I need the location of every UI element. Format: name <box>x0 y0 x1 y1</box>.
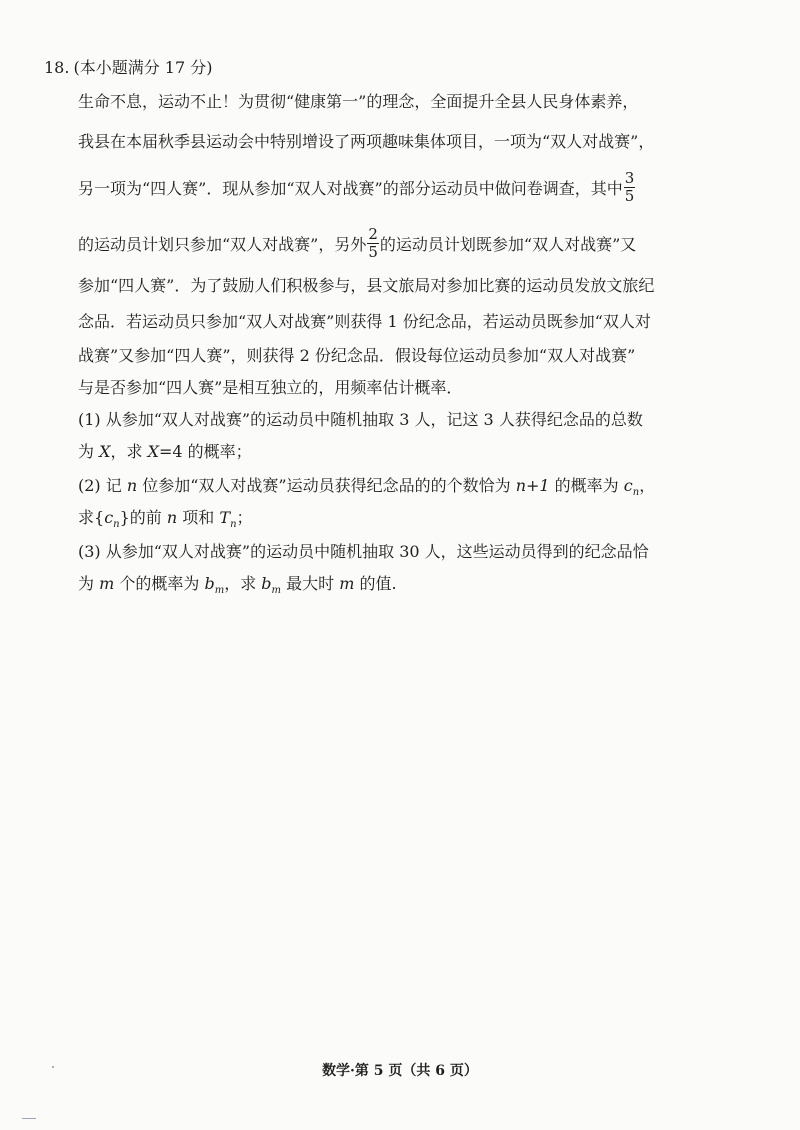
text-segment: 为 <box>78 442 100 461</box>
variable-x: X <box>147 442 159 461</box>
text-line: 参加“四人赛”．为了鼓励人们积极参与，县文旅局对参加比赛的运动员发放文旅纪 <box>78 276 655 295</box>
text-segment: ，求 <box>110 442 148 461</box>
text-segment: 个的概率为 <box>114 574 205 593</box>
fraction-three-fifths <box>624 170 636 205</box>
scan-mark <box>22 1118 36 1119</box>
variable-t: T <box>219 508 231 527</box>
text-line: 生命不息，运动不止！为贯彻“健康第一”的理念，全面提升全县人民身体素养， <box>78 92 639 111</box>
variable-b: b <box>261 574 272 593</box>
part-1-line <box>78 442 252 462</box>
question-number: 18. <box>44 58 70 77</box>
text-segment: }的前 <box>119 508 167 527</box>
text-segment: 项和 <box>177 508 220 527</box>
text-segment: 的概率为 <box>549 476 624 495</box>
text-line: 战赛”又参加“四人赛”，则获得 2 份纪念品．假设每位运动员参加“双人对战赛” <box>78 346 636 365</box>
fraction-two-fifths <box>367 226 379 261</box>
subscript-m: m <box>214 585 225 597</box>
fraction-numerator: 2 <box>368 225 378 243</box>
variable-n: n <box>126 476 138 495</box>
text-segment: 的运动员计划既参加“双人对战赛”又 <box>379 235 637 254</box>
part-2-line <box>78 476 655 503</box>
variable-m: m <box>339 574 355 593</box>
text-segment: (2) 记 <box>78 476 127 495</box>
page-footer: 数学·第 5 页（共 6 页） <box>322 1063 478 1079</box>
subscript-n: n <box>113 519 120 531</box>
question-header <box>44 58 212 78</box>
text-segment: 最大时 <box>281 574 340 593</box>
text-segment: 的值. <box>354 574 397 593</box>
text-segment: 另一项为“四人赛”．现从参加“双人对战赛”的部分运动员中做问卷调查，其中 <box>78 179 623 198</box>
text-line: 念品．若运动员只参加“双人对战赛”则获得 1 份纪念品，若运动员既参加“双人对 <box>78 312 651 331</box>
text-segment: =4 的概率； <box>158 442 252 461</box>
subscript-n: n <box>632 487 640 499</box>
text-line: 我县在本届秋季县运动会中特别增设了两项趣味集体项目，一项为“双人对战赛”， <box>78 132 655 151</box>
text-segment: ， <box>639 476 656 495</box>
variable-x: X <box>99 442 111 461</box>
variable-m: m <box>99 574 115 593</box>
text-line <box>78 169 636 207</box>
text-line: 与是否参加“四人赛”是相互独立的，用频率估计概率． <box>78 378 463 397</box>
text-segment: 为 <box>78 574 100 593</box>
fraction-denominator: 5 <box>624 187 635 205</box>
part-2-line <box>78 508 253 535</box>
text-segment: 的运动员计划只参加“双人对战赛”，另外 <box>78 235 367 254</box>
part-3-line: (3) 从参加“双人对战赛”的运动员中随机抽取 30 人，这些运动员得到的纪念品恰 <box>78 542 649 561</box>
question-score: (本小题满分 17 分) <box>73 58 213 77</box>
text-segment: 求{ <box>78 508 105 527</box>
text-segment: 位参加“双人对战赛”运动员获得纪念品的的个数恰为 <box>137 476 516 495</box>
variable-n: n <box>166 508 178 527</box>
fraction-denominator: 5 <box>368 243 378 261</box>
variable-b: b <box>204 574 215 593</box>
fraction-numerator: 3 <box>624 169 635 187</box>
part-1-line: (1) 从参加“双人对战赛”的运动员中随机抽取 3 人，记这 3 人获得纪念品的总数 <box>78 410 643 429</box>
part-3-line <box>78 574 397 601</box>
text-segment: ； <box>236 508 253 527</box>
text-segment: ，求 <box>224 574 262 593</box>
subscript-n: n <box>230 519 237 531</box>
variable-c: c <box>623 476 633 495</box>
subscript-m: m <box>271 585 282 597</box>
expression-n-plus-1: n+1 <box>515 476 550 495</box>
variable-c: c <box>104 508 114 527</box>
text-line <box>78 225 637 263</box>
